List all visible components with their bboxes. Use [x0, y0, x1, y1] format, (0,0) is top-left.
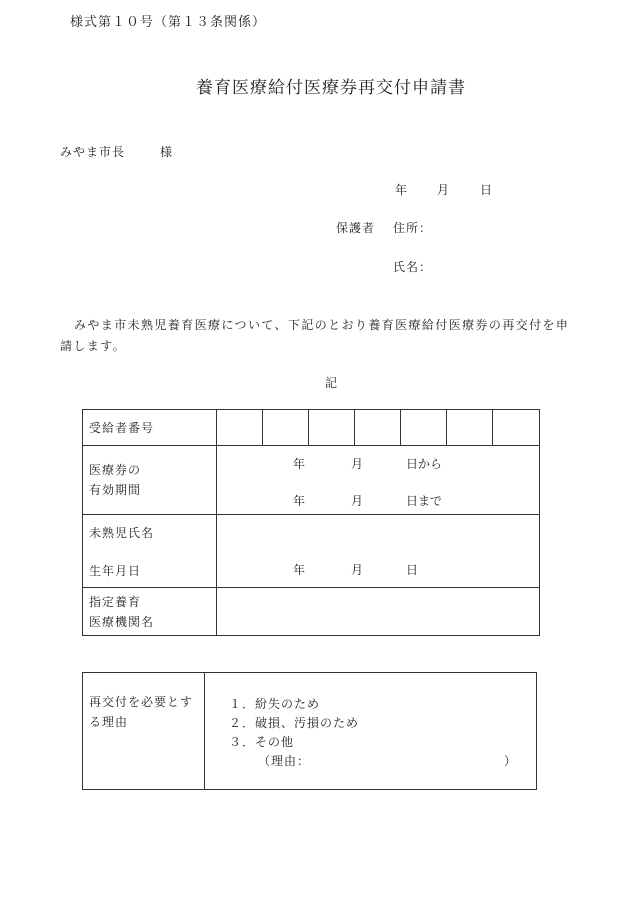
recipient-number-digit-cell[interactable]	[309, 410, 355, 446]
details-table	[82, 409, 540, 636]
institution-label-line1: 指定養育	[89, 594, 142, 609]
reason-divider	[204, 673, 205, 789]
reason-option-damaged[interactable]: ２．破損、汚損のため	[229, 716, 360, 730]
infant-info-field[interactable]	[217, 515, 540, 588]
recipient-number-label: 受給者番号	[83, 410, 217, 446]
infant-row	[83, 515, 540, 588]
date-year-label: 年	[395, 183, 408, 197]
recipient-number-digit-cell[interactable]	[263, 410, 309, 446]
from-day: 日から	[406, 457, 443, 471]
institution-name-field[interactable]	[217, 588, 540, 636]
birthdate-label: 生年月日	[89, 564, 142, 578]
institution-row	[83, 588, 540, 636]
form-title: 養育医療給付医療券再交付申請書	[196, 78, 466, 98]
institution-label	[83, 588, 217, 636]
date-month-label: 月	[437, 183, 450, 197]
from-year: 年	[293, 457, 306, 471]
birth-month: 月	[351, 563, 364, 577]
guardian-label: 保護者	[336, 221, 376, 235]
other-reason-open: （理由：	[258, 754, 311, 768]
to-year: 年	[293, 494, 306, 508]
recipient-number-digit-cell[interactable]	[493, 410, 540, 446]
ki-heading: 記	[324, 376, 337, 390]
form-number: 様式第１０号（第１３条関係）	[70, 15, 267, 30]
recipient-number-digit-cell[interactable]	[355, 410, 401, 446]
recipient-number-row	[83, 410, 540, 446]
application-statement: みやま市未熟児養育医療について、下記のとおり養育医療給付医療券の再交付を申請します。	[60, 318, 570, 353]
honorific: 様	[160, 145, 173, 159]
date-day-label: 日	[480, 183, 493, 197]
validity-label-line2: 有効期間	[89, 483, 142, 497]
recipient-number-digit-cell[interactable]	[401, 410, 447, 446]
addressee: みやま市長	[60, 145, 126, 159]
validity-label	[83, 446, 217, 515]
from-month: 月	[351, 457, 364, 471]
institution-label-line2: 医療機関名	[89, 614, 155, 629]
reason-option-lost[interactable]: １．紛失のため	[229, 697, 321, 711]
recipient-number-digit-cell[interactable]	[447, 410, 493, 446]
reason-label: 再交付を必要とする理由	[89, 695, 194, 729]
address-label: 住所：	[393, 221, 433, 235]
recipient-number-digit-cell[interactable]	[217, 410, 263, 446]
reason-option-other[interactable]: ３．その他	[229, 735, 295, 749]
reason-box	[82, 672, 537, 790]
validity-row	[83, 446, 540, 515]
infant-label-cell	[83, 515, 217, 588]
birth-year: 年	[293, 563, 306, 577]
name-label: 氏名：	[393, 260, 433, 274]
to-month: 月	[351, 494, 364, 508]
validity-label-line1: 医療券の	[89, 463, 142, 477]
birth-day: 日	[406, 563, 419, 577]
to-day: 日まで	[406, 494, 443, 508]
other-reason-close: ）	[504, 754, 517, 768]
infant-name-label: 未熟児氏名	[89, 526, 155, 540]
validity-period-field[interactable]	[217, 446, 540, 515]
